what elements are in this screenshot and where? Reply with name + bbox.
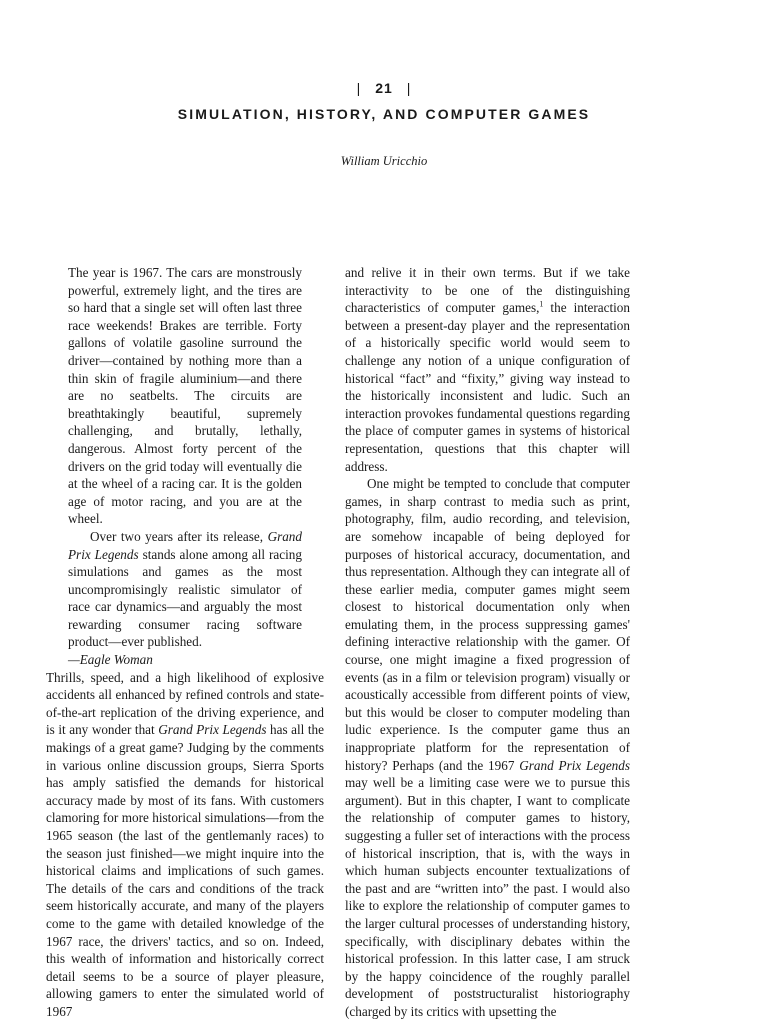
right-column xyxy=(345,264,630,1021)
chapter-number: 21 xyxy=(375,80,393,96)
body-left-game-title: Grand Prix Legends xyxy=(158,722,267,738)
epigraph-p2-game-title: Grand Prix Legends xyxy=(68,528,302,562)
body-right-p1-text-post: the interaction between a present-day player and the representation of a historically specific world would seem to challenge any notion of a unique configuration of historical “fact” and “fixity,” giving way instead to the historically inconsistent and ludic. Such an interaction provokes fundamental questions regarding the place of computer games in systems of historical representation, questions that this chapter will address. xyxy=(345,300,630,474)
epigraph-p2-text-post: stands alone among all racing simulations and games as the most uncompromisingly realistic simulator of race car dynamics—and arguably the most rewarding consumer racing software product—ever published. xyxy=(68,546,302,650)
body-right-p1-text-pre: and relive it in their own terms. But if we take interactivity to be one of the distinguishing characteristics of computer games, xyxy=(345,265,630,316)
epigraph xyxy=(46,264,324,669)
chapter-number-line xyxy=(0,80,768,96)
author-name: William Uricchio xyxy=(340,154,428,168)
chapter-title: SIMULATION, HISTORY, AND COMPUTER GAMES xyxy=(177,106,591,122)
body-right-p2-text-pre: One might be tempted to conclude that computer games, in sharp contrast to media such as print, photography, film, audio recording, and television, are somehow incapable of being deployed for purposes of historical accuracy, documentation, and thus representation. Although they can integrate all of these earlier media, computer games might seem closest to historical documentation only when emulating them, in the process suppressing games' defining interactive relationship with the gamer. Of course, one might imagine a fixed progression of events (as in a film or television program) visually or acoustically accessible from different points of view, but this would be closer to computer modeling than ludic experience. Is the computer game thus an inappropriate platform for the representation of history? Perhaps (and the 1967 xyxy=(345,476,630,773)
epigraph-attribution: —Eagle Woman xyxy=(68,652,153,668)
body-right-p2-text-post: may well be a limiting case were we to pursue this argument). But in this chapter, I want to complicate the relationship of computer games to history, suggesting a fuller set of interactions with the process of historical inscription, that is, with the ways in which human subjects encounter textualizations of the past and are “written into” the past. I would also like to explore the relationship of computer games to the larger cultural processes of understanding history, specifically, with disciplinary debates within the historical profession. In this latter case, I am struck by the happy coincidence of the roughly parallel development of poststructuralist historiography (charged by its critics with upsetting the xyxy=(345,775,630,1019)
body-right-game-title: Grand Prix Legends xyxy=(519,757,630,773)
left-column xyxy=(46,264,324,1021)
body-paragraph-left xyxy=(46,669,324,1021)
epigraph-paragraph-1: The year is 1967. The cars are monstrously powerful, extremely light, and the tires are so hard that a single set will often last three race weekends! Brakes are terrible. Forty gallons of volatile gasoline surround the driver—contained by nothing more than a thin skin of fragile aluminium—and there are no seatbelts. The circuits are breathtakingly beautiful, supremely challenging, and brutally, lethally, dangerous. Almost forty percent of the drivers on the grid today will eventually die at the wheel of a racing car. It is the golden age of motor racing, and you are at the wheel. xyxy=(68,265,302,527)
body-left-text-post: has all the makings of a great game? Judging by the comments in various online discussion groups, Sierra Sports has amply satisfied the demands for historical accuracy made by most of its fans. With customers clamoring for more historical simulations—from the 1965 season (the last of the gentlemanly races) to the season just finished—we might inquire into the historical claims and implications of such games. The details of the cars and conditions of the track seem historically accurate, and many of the players come to the game with detailed knowledge of the 1967 race, the drivers' tactics, and so on. Indeed, this wealth of information and historically correct detail seems to be a source of player pleasure, allowing gamers to enter the simulated world of 1967 xyxy=(46,722,324,1019)
body-left-text-pre: Thrills, speed, and a high likelihood of explosive accidents all enhanced by refined controls and state-of-the-art replication of the driving experience, and is it any wonder that xyxy=(46,669,324,738)
body-paragraph-right-2 xyxy=(345,475,630,1020)
chapter-number-right-bar: | xyxy=(406,80,412,96)
footnote-marker: 1 xyxy=(539,299,544,309)
body-paragraph-right-1 xyxy=(345,264,630,475)
epigraph-paragraph-2 xyxy=(68,528,302,651)
chapter-number-left-bar: | xyxy=(356,80,362,96)
epigraph-p2-text-pre: Over two years after its release, xyxy=(90,528,268,544)
